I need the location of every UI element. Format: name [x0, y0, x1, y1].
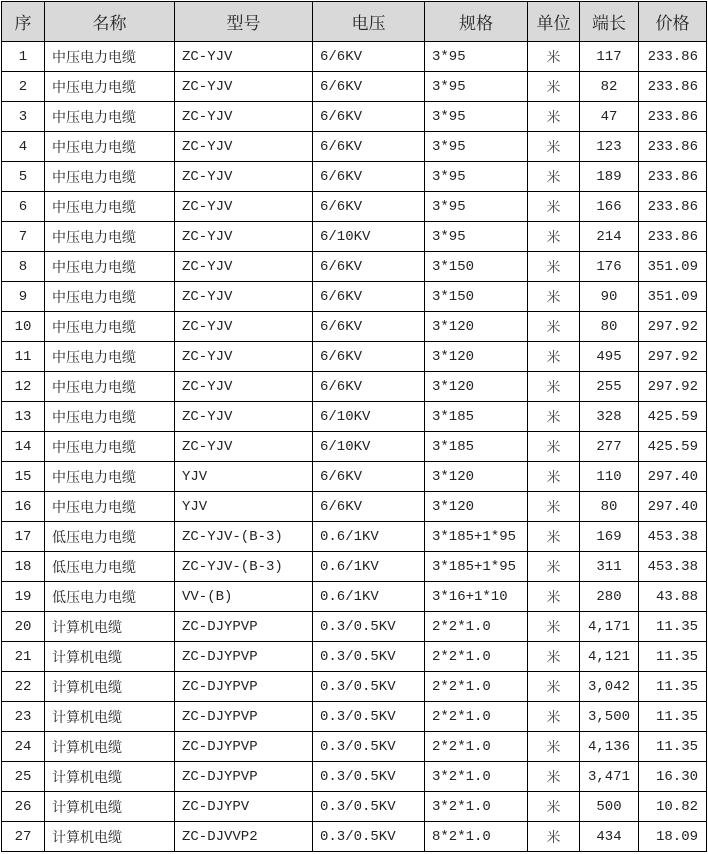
cell-voltage: 6/6KV [313, 312, 425, 342]
cell-model: ZC-YJV [175, 102, 313, 132]
cell-spec: 3*95 [425, 132, 528, 162]
cell-spec: 3*2*1.0 [425, 792, 528, 822]
header-row [2, 2, 707, 42]
cell-model: ZC-YJV [175, 72, 313, 102]
cell-model: ZC-YJV [175, 402, 313, 432]
cell-price: 425.59 [639, 432, 707, 462]
cell-model: VV-(B) [175, 582, 313, 612]
table-row [2, 222, 707, 252]
cell-price: 297.92 [639, 372, 707, 402]
cell-model: ZC-YJV [175, 372, 313, 402]
cell-index: 15 [2, 462, 45, 492]
cell-model: YJV [175, 462, 313, 492]
cell-model: ZC-DJYPVP [175, 732, 313, 762]
table-row [2, 192, 707, 222]
cell-name: 中压电力电缆 [45, 162, 175, 192]
header-length: 端长 [580, 2, 639, 42]
cell-price: 11.35 [639, 672, 707, 702]
cell-index: 24 [2, 732, 45, 762]
cell-spec: 3*150 [425, 282, 528, 312]
header-name: 名称 [45, 2, 175, 42]
table-row [2, 732, 707, 762]
cell-name: 计算机电缆 [45, 612, 175, 642]
table-row [2, 402, 707, 432]
cell-price: 16.30 [639, 762, 707, 792]
cell-name: 计算机电缆 [45, 792, 175, 822]
cell-voltage: 6/10KV [313, 432, 425, 462]
cell-price: 453.38 [639, 552, 707, 582]
cell-index: 4 [2, 132, 45, 162]
cell-index: 19 [2, 582, 45, 612]
cell-index: 3 [2, 102, 45, 132]
cell-length: 189 [580, 162, 639, 192]
cell-spec: 3*95 [425, 162, 528, 192]
cell-length: 4,171 [580, 612, 639, 642]
cell-index: 17 [2, 522, 45, 552]
cell-price: 233.86 [639, 72, 707, 102]
header-spec: 规格 [425, 2, 528, 42]
cell-price: 425.59 [639, 402, 707, 432]
cell-price: 18.09 [639, 822, 707, 852]
cell-length: 214 [580, 222, 639, 252]
cell-unit: 米 [528, 822, 580, 852]
table-row [2, 552, 707, 582]
header-model: 型号 [175, 2, 313, 42]
cell-name: 中压电力电缆 [45, 402, 175, 432]
cell-unit: 米 [528, 792, 580, 822]
cell-index: 22 [2, 672, 45, 702]
cell-length: 117 [580, 42, 639, 72]
table-row [2, 372, 707, 402]
cell-price: 10.82 [639, 792, 707, 822]
cell-voltage: 6/6KV [313, 192, 425, 222]
cell-unit: 米 [528, 312, 580, 342]
header-unit: 单位 [528, 2, 580, 42]
cell-unit: 米 [528, 222, 580, 252]
cell-length: 277 [580, 432, 639, 462]
cell-length: 3,471 [580, 762, 639, 792]
cell-model: ZC-DJYPVP [175, 612, 313, 642]
cell-unit: 米 [528, 702, 580, 732]
cell-length: 495 [580, 342, 639, 372]
cell-voltage: 0.3/0.5KV [313, 822, 425, 852]
cell-length: 311 [580, 552, 639, 582]
cell-unit: 米 [528, 252, 580, 282]
cell-index: 2 [2, 72, 45, 102]
table-row [2, 672, 707, 702]
cell-model: ZC-YJV [175, 42, 313, 72]
table-row [2, 822, 707, 852]
table-row [2, 72, 707, 102]
cell-price: 297.92 [639, 342, 707, 372]
cell-spec: 3*120 [425, 462, 528, 492]
cell-unit: 米 [528, 192, 580, 222]
cell-spec: 3*95 [425, 102, 528, 132]
cell-voltage: 0.3/0.5KV [313, 762, 425, 792]
cell-unit: 米 [528, 672, 580, 702]
cell-voltage: 6/6KV [313, 132, 425, 162]
table-row [2, 252, 707, 282]
cell-voltage: 6/6KV [313, 372, 425, 402]
cell-unit: 米 [528, 132, 580, 162]
table-row [2, 642, 707, 672]
cell-price: 233.86 [639, 102, 707, 132]
cell-voltage: 0.6/1KV [313, 522, 425, 552]
cell-index: 26 [2, 792, 45, 822]
cell-length: 4,121 [580, 642, 639, 672]
cell-name: 中压电力电缆 [45, 72, 175, 102]
cell-model: ZC-YJV-(B-3) [175, 522, 313, 552]
cell-model: ZC-YJV [175, 432, 313, 462]
cell-length: 500 [580, 792, 639, 822]
cell-name: 中压电力电缆 [45, 432, 175, 462]
table-row [2, 342, 707, 372]
table-row [2, 702, 707, 732]
cell-name: 计算机电缆 [45, 822, 175, 852]
cell-price: 351.09 [639, 282, 707, 312]
cell-voltage: 6/6KV [313, 102, 425, 132]
header-voltage: 电压 [313, 2, 425, 42]
cell-length: 110 [580, 462, 639, 492]
cell-spec: 2*2*1.0 [425, 702, 528, 732]
cell-voltage: 0.3/0.5KV [313, 792, 425, 822]
table-row [2, 792, 707, 822]
cell-unit: 米 [528, 642, 580, 672]
cell-voltage: 0.3/0.5KV [313, 612, 425, 642]
cell-unit: 米 [528, 162, 580, 192]
cell-voltage: 6/6KV [313, 282, 425, 312]
cell-index: 21 [2, 642, 45, 672]
cell-spec: 3*120 [425, 342, 528, 372]
cell-name: 低压电力电缆 [45, 582, 175, 612]
cell-spec: 3*95 [425, 42, 528, 72]
cell-model: ZC-DJYPVP [175, 672, 313, 702]
cell-index: 11 [2, 342, 45, 372]
cell-voltage: 0.3/0.5KV [313, 732, 425, 762]
cell-name: 中压电力电缆 [45, 42, 175, 72]
cell-price: 233.86 [639, 162, 707, 192]
table-row [2, 282, 707, 312]
cell-price: 297.40 [639, 462, 707, 492]
cell-index: 27 [2, 822, 45, 852]
cell-model: ZC-YJV [175, 222, 313, 252]
cell-index: 6 [2, 192, 45, 222]
cell-spec: 3*185 [425, 432, 528, 462]
cell-spec: 3*150 [425, 252, 528, 282]
cell-spec: 2*2*1.0 [425, 732, 528, 762]
table-row [2, 612, 707, 642]
cell-unit: 米 [528, 462, 580, 492]
cell-name: 低压电力电缆 [45, 552, 175, 582]
cell-price: 233.86 [639, 132, 707, 162]
cell-voltage: 6/6KV [313, 462, 425, 492]
cell-index: 5 [2, 162, 45, 192]
cell-length: 82 [580, 72, 639, 102]
cell-length: 176 [580, 252, 639, 282]
cell-spec: 3*95 [425, 72, 528, 102]
cell-index: 18 [2, 552, 45, 582]
cell-model: ZC-YJV-(B-3) [175, 552, 313, 582]
cell-spec: 3*16+1*10 [425, 582, 528, 612]
cell-model: ZC-YJV [175, 312, 313, 342]
table-row [2, 132, 707, 162]
cell-unit: 米 [528, 432, 580, 462]
table-row [2, 462, 707, 492]
cell-index: 14 [2, 432, 45, 462]
cell-voltage: 6/6KV [313, 252, 425, 282]
cell-voltage: 0.6/1KV [313, 582, 425, 612]
cell-length: 47 [580, 102, 639, 132]
cell-name: 中压电力电缆 [45, 312, 175, 342]
cell-spec: 3*2*1.0 [425, 762, 528, 792]
cell-name: 计算机电缆 [45, 672, 175, 702]
cell-spec: 3*95 [425, 192, 528, 222]
cell-unit: 米 [528, 342, 580, 372]
cell-voltage: 6/10KV [313, 402, 425, 432]
cell-length: 255 [580, 372, 639, 402]
cell-length: 80 [580, 492, 639, 522]
cell-price: 11.35 [639, 702, 707, 732]
cell-name: 中压电力电缆 [45, 342, 175, 372]
cell-model: YJV [175, 492, 313, 522]
cell-unit: 米 [528, 282, 580, 312]
cell-spec: 3*120 [425, 492, 528, 522]
cell-price: 297.92 [639, 312, 707, 342]
cell-model: ZC-DJYPV [175, 792, 313, 822]
cell-unit: 米 [528, 612, 580, 642]
cell-name: 计算机电缆 [45, 642, 175, 672]
cell-unit: 米 [528, 552, 580, 582]
cell-name: 中压电力电缆 [45, 102, 175, 132]
cell-model: ZC-DJVVP2 [175, 822, 313, 852]
cell-index: 7 [2, 222, 45, 252]
cell-name: 中压电力电缆 [45, 462, 175, 492]
cell-price: 11.35 [639, 612, 707, 642]
table-row [2, 432, 707, 462]
cell-price: 297.40 [639, 492, 707, 522]
cell-voltage: 6/6KV [313, 492, 425, 522]
cell-model: ZC-YJV [175, 282, 313, 312]
cell-length: 3,042 [580, 672, 639, 702]
cell-voltage: 0.6/1KV [313, 552, 425, 582]
cell-voltage: 0.3/0.5KV [313, 642, 425, 672]
cell-index: 16 [2, 492, 45, 522]
table-row [2, 102, 707, 132]
cell-model: ZC-DJYPVP [175, 642, 313, 672]
cell-voltage: 6/10KV [313, 222, 425, 252]
cell-name: 中压电力电缆 [45, 282, 175, 312]
cell-unit: 米 [528, 72, 580, 102]
cell-price: 233.86 [639, 192, 707, 222]
table-row [2, 492, 707, 522]
cell-spec: 3*120 [425, 312, 528, 342]
cell-length: 90 [580, 282, 639, 312]
cell-voltage: 6/6KV [313, 42, 425, 72]
cell-index: 8 [2, 252, 45, 282]
cell-price: 11.35 [639, 642, 707, 672]
cell-spec: 2*2*1.0 [425, 642, 528, 672]
cell-index: 9 [2, 282, 45, 312]
cell-unit: 米 [528, 402, 580, 432]
cell-spec: 3*120 [425, 372, 528, 402]
cell-unit: 米 [528, 492, 580, 522]
cell-unit: 米 [528, 582, 580, 612]
cell-index: 23 [2, 702, 45, 732]
cell-length: 123 [580, 132, 639, 162]
cell-spec: 3*95 [425, 222, 528, 252]
cell-unit: 米 [528, 762, 580, 792]
cell-length: 3,500 [580, 702, 639, 732]
cell-unit: 米 [528, 732, 580, 762]
cell-price: 233.86 [639, 42, 707, 72]
cell-length: 80 [580, 312, 639, 342]
cell-voltage: 0.3/0.5KV [313, 702, 425, 732]
cell-unit: 米 [528, 522, 580, 552]
cell-price: 11.35 [639, 732, 707, 762]
cell-spec: 3*185+1*95 [425, 552, 528, 582]
cable-price-table [1, 1, 707, 852]
cell-name: 中压电力电缆 [45, 132, 175, 162]
cell-price: 233.86 [639, 222, 707, 252]
cell-unit: 米 [528, 102, 580, 132]
cell-voltage: 6/6KV [313, 72, 425, 102]
cell-model: ZC-YJV [175, 162, 313, 192]
cell-spec: 3*185+1*95 [425, 522, 528, 552]
cell-length: 280 [580, 582, 639, 612]
cell-price: 43.88 [639, 582, 707, 612]
table-row [2, 312, 707, 342]
cell-model: ZC-YJV [175, 192, 313, 222]
cell-unit: 米 [528, 372, 580, 402]
cell-name: 计算机电缆 [45, 702, 175, 732]
header-index: 序 [2, 2, 45, 42]
table-row [2, 762, 707, 792]
cell-model: ZC-YJV [175, 132, 313, 162]
cell-voltage: 0.3/0.5KV [313, 672, 425, 702]
cell-price: 453.38 [639, 522, 707, 552]
cell-index: 13 [2, 402, 45, 432]
cell-name: 计算机电缆 [45, 762, 175, 792]
cell-name: 计算机电缆 [45, 732, 175, 762]
cell-model: ZC-YJV [175, 342, 313, 372]
table-row [2, 162, 707, 192]
table-row [2, 42, 707, 72]
cell-model: ZC-DJYPVP [175, 702, 313, 732]
cell-length: 169 [580, 522, 639, 552]
cell-unit: 米 [528, 42, 580, 72]
table-row [2, 522, 707, 552]
cell-index: 10 [2, 312, 45, 342]
cell-index: 25 [2, 762, 45, 792]
cell-length: 434 [580, 822, 639, 852]
table-row [2, 582, 707, 612]
cell-name: 中压电力电缆 [45, 492, 175, 522]
cell-index: 1 [2, 42, 45, 72]
cell-spec: 2*2*1.0 [425, 612, 528, 642]
cell-name: 中压电力电缆 [45, 192, 175, 222]
cell-length: 4,136 [580, 732, 639, 762]
cell-name: 中压电力电缆 [45, 252, 175, 282]
cell-voltage: 6/6KV [313, 162, 425, 192]
cell-index: 20 [2, 612, 45, 642]
cell-length: 166 [580, 192, 639, 222]
cell-name: 中压电力电缆 [45, 222, 175, 252]
cell-length: 328 [580, 402, 639, 432]
cell-name: 中压电力电缆 [45, 372, 175, 402]
cell-index: 12 [2, 372, 45, 402]
cell-spec: 8*2*1.0 [425, 822, 528, 852]
cell-spec: 2*2*1.0 [425, 672, 528, 702]
cell-voltage: 6/6KV [313, 342, 425, 372]
header-price: 价格 [639, 2, 707, 42]
cell-model: ZC-YJV [175, 252, 313, 282]
cell-name: 低压电力电缆 [45, 522, 175, 552]
cell-price: 351.09 [639, 252, 707, 282]
cell-model: ZC-DJYPVP [175, 762, 313, 792]
cell-spec: 3*185 [425, 402, 528, 432]
